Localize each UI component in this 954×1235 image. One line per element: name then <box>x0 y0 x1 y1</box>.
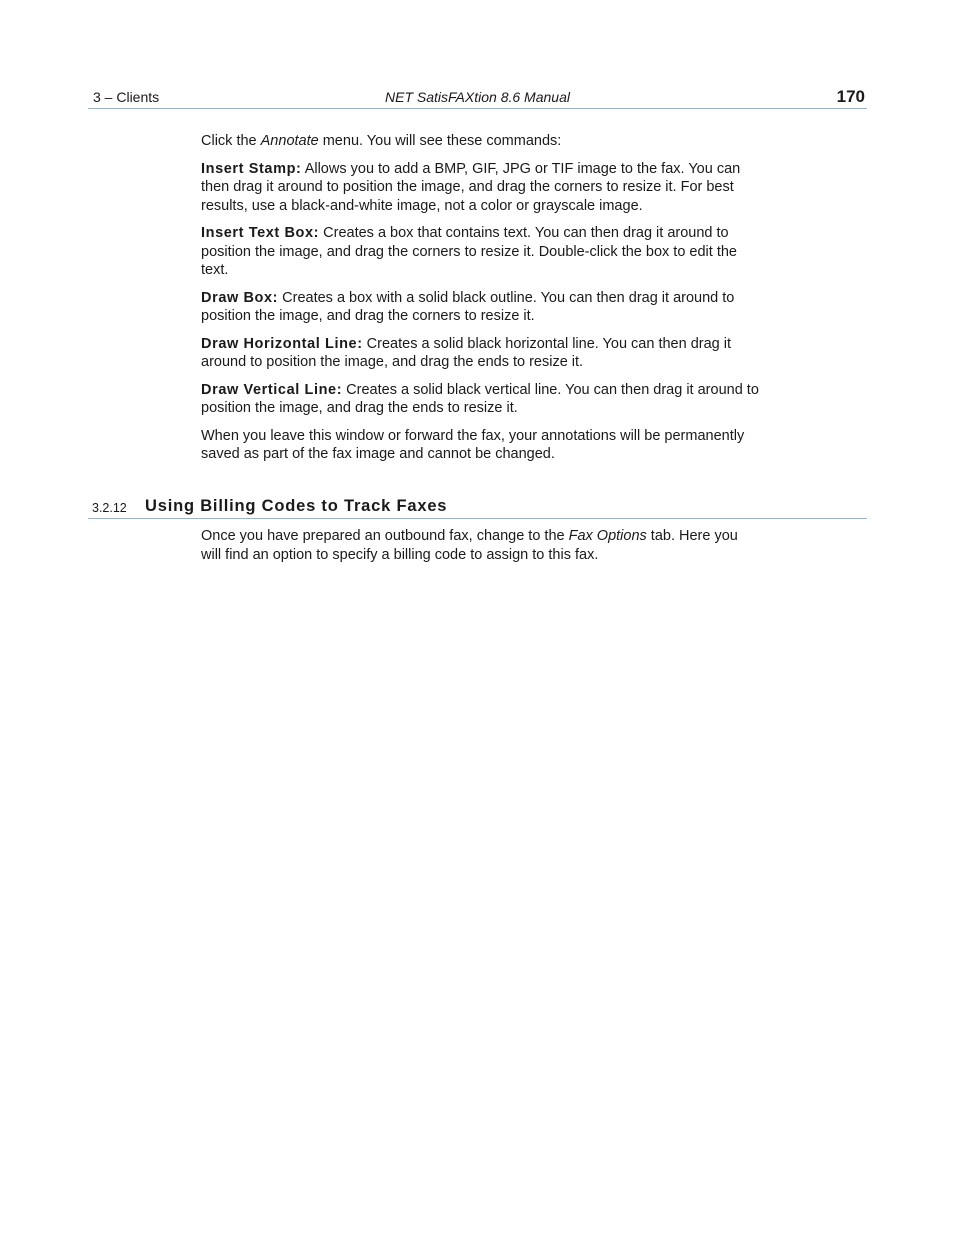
closing-paragraph: When you leave this window or forward the fax, your annotations will be permanently saved as part of the fax image and cannot be changed. <box>201 427 745 462</box>
command-insert-stamp <box>201 160 761 216</box>
command-term: Draw Vertical Line: <box>201 381 343 398</box>
command-description: Allows you to add a BMP, GIF, JPG or TIF image to the fax. You can then drag it around to position the image, and drag the corners to resize it. For best results, use a black-and-white image, not a color or grayscale image. <box>201 160 741 214</box>
command-draw-horizontal-line <box>201 335 761 372</box>
running-header <box>88 86 867 109</box>
section-heading <box>88 496 867 519</box>
section-number: 3.2.12 <box>92 501 127 515</box>
command-draw-box <box>201 289 761 326</box>
command-description: Creates a box that contains text. You can then drag it around to position the image, and drag the corners to resize it. Double-click the box to edit the text. <box>201 225 737 278</box>
intro-text-after: menu. You will see these commands: <box>318 133 562 149</box>
command-insert-text-box <box>201 224 761 280</box>
command-description: Creates a solid black vertical line. You can then drag it around to position the image, and drag the ends to resize it. <box>201 381 759 416</box>
billing-paragraph <box>201 527 761 564</box>
chapter-label: 3 – Clients <box>93 89 160 105</box>
command-description: Creates a solid black horizontal line. You can then drag it around to position the image, and drag the ends to resize it. <box>201 335 732 370</box>
billing-text-before: Once you have prepared an outbound fax, change to the <box>201 528 569 544</box>
annotate-menu-name: Annotate <box>260 133 319 149</box>
intro-text-before: Click the <box>201 133 261 149</box>
command-draw-vertical-line <box>201 381 761 418</box>
fax-options-tab-name: Fax Options <box>568 528 647 544</box>
manual-title: NET SatisFAXtion 8.6 Manual <box>385 89 570 105</box>
section-title: Using Billing Codes to Track Faxes <box>145 497 448 515</box>
annotate-section-body <box>201 132 761 473</box>
intro-paragraph <box>201 132 761 151</box>
command-term: Draw Box: <box>201 289 279 306</box>
billing-section-body <box>201 527 761 573</box>
command-term: Insert Stamp: <box>201 160 302 177</box>
billing-text-after: tab. Here you will find an option to specify a billing code to assign to this fax. <box>201 528 738 563</box>
command-term: Insert Text Box: <box>201 225 320 241</box>
command-term: Draw Horizontal Line: <box>201 335 363 352</box>
command-description: Creates a box with a solid black outline. You can then drag it around to position the image, and drag the corners to resize it. <box>201 289 735 324</box>
page-number: 170 <box>836 87 865 106</box>
